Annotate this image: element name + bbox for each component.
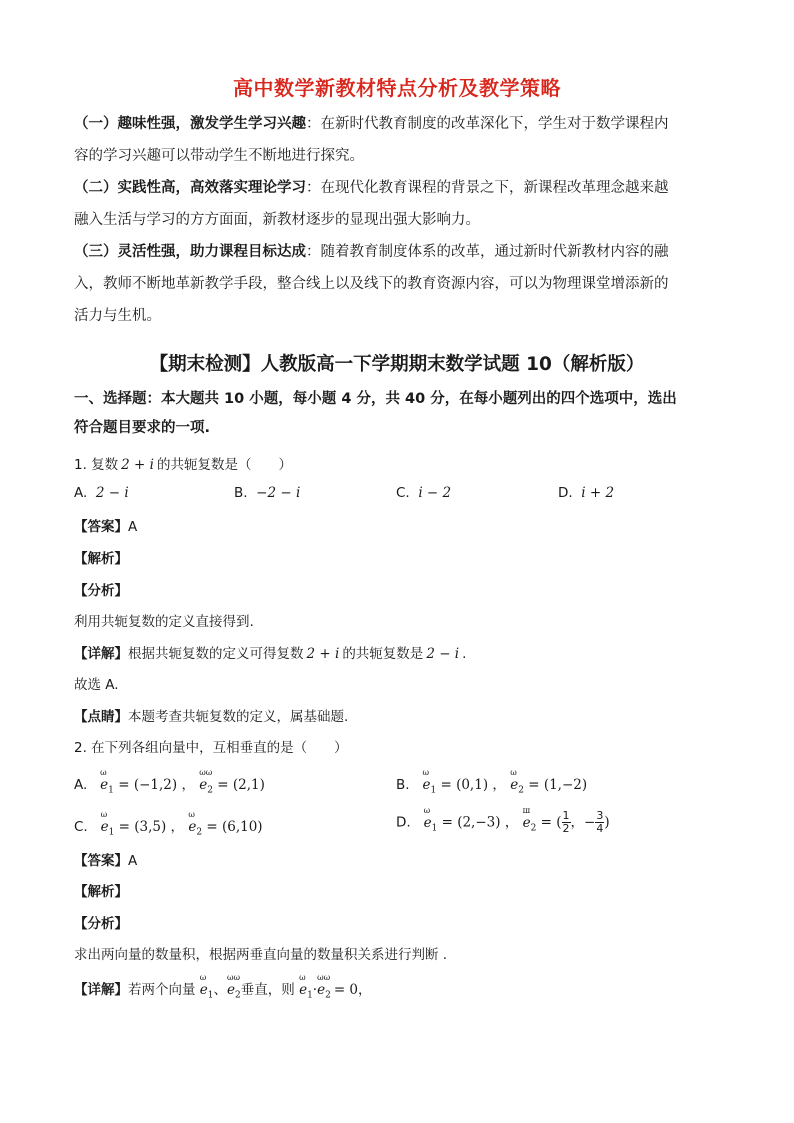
q1-stem-math: 2 + i (121, 457, 154, 473)
section-line-1: 一、选择题：本大题共 10 小题，每小题 4 分，共 40 分，在每小题列出的四个选项中，选出 (74, 391, 677, 407)
q1-stem: 1. 复数 2 + i 的共轭复数是（ ） (74, 457, 292, 473)
q2-fenxi: 求出两向量的数量积，根据两垂直向量的数量积关系进行判断 . (74, 947, 448, 963)
q2-option-c: C. ω $e_1 = (3,5)$ ， ω $e_2 = (6,10)$ (74, 810, 263, 838)
q1-choose: 故选 A. (74, 677, 119, 693)
exam-title: 【期末检测】人教版高一下学期期末数学试题 10（解析版） (149, 354, 645, 375)
page-title: 高中数学新教材特点分析及教学策略 (233, 76, 561, 100)
q1-option-a: A. 2 − i (74, 485, 129, 501)
q2-option-b: B. ω $e_1 = (0,1)$ ， ω $e_2 = (1,-2)$ (396, 768, 588, 796)
intro-text: ：随着教育制度体系的改革，通过新时代新教材内容的融 (306, 244, 669, 260)
q2-detail: 【详解】若两个向量 ω $e_1$、 ωω $e_2$垂直，则 ω $e_1\cdot$ ωω $e_2 = 0$， (74, 973, 372, 1001)
vector-e2: ωω $e_2$ (317, 973, 331, 1001)
fraction: $\frac{3}{4}$ (596, 809, 604, 835)
intro-text: 活力与生机。 (74, 308, 161, 324)
intro-lead: （一）趣味性强，激发学生学习兴趣 (74, 116, 306, 132)
vector-e2: ω $e_2$ (188, 810, 203, 838)
q1-analysis-tag: 【解析】 (74, 551, 128, 567)
intro-lead: （三）灵活性强，助力课程目标达成 (74, 244, 306, 260)
vector-e2: ωω $e_2$ (199, 768, 213, 796)
intro-lead: （二）实践性高，高效落实理论学习 (74, 180, 306, 196)
intro-text: 融入生活与学习的方方面面，新教材逐步的显现出强大影响力。 (74, 212, 480, 228)
q1-detail: 【详解】根据共轭复数的定义可得复数 2 + i 的共轭复数是 2 − i . (74, 646, 467, 662)
q1-fenxi-tag: 【分析】 (74, 583, 128, 599)
section-line-2: 符合题目要求的一项. (74, 420, 211, 436)
intro-paragraph-2 (74, 172, 724, 236)
vector-e2: ш $e_2$ (522, 805, 537, 834)
q2-analysis-tag: 【解析】 (74, 884, 128, 900)
q1-option-c: C. i − 2 (396, 485, 452, 501)
vector-e1: ω $e_1$ (423, 805, 438, 834)
vector-e1: ω $e_1$ (100, 768, 114, 796)
q2-option-d: D. ω $e_1 = (2,-3)$ ， ш $e_2$ = ( $\frac{1}{2}$ ，− $\frac{3}{4}$ ) (396, 805, 610, 835)
q2-answer: 【答案】A (74, 853, 138, 869)
intro-text: ：在现代化教育课程的背景之下，新课程改革理念越来越 (306, 180, 669, 196)
intro-paragraph-3 (74, 236, 724, 332)
q1-option-b: B. −2 − i (234, 485, 301, 501)
intro-text: 容的学习兴趣可以带动学生不断地进行探究。 (74, 148, 364, 164)
vector-e1: ω $e_1$ (299, 973, 313, 1001)
q1-option-d: D. i + 2 (558, 485, 615, 501)
q2-stem: 2. 在下列各组向量中，互相垂直的是（ ） (74, 740, 348, 756)
vector-e2: ωω $e_2$ (227, 973, 241, 1001)
q1-comment: 【点睛】本题考查共轭复数的定义，属基础题. (74, 709, 349, 725)
q1-fenxi: 利用共轭复数的定义直接得到. (74, 614, 254, 630)
vector-e1: ω $e_1$ (199, 973, 214, 1001)
q2-fenxi-tag: 【分析】 (74, 916, 128, 932)
intro-text: 入，教师不断地革新教学手段，整合线上以及线下的教育资源内容，可以为物理课堂增添新的 (74, 276, 669, 292)
section-heading (74, 385, 724, 443)
vector-e1: ω $e_1$ (100, 810, 115, 838)
intro-paragraph-1 (74, 108, 724, 172)
q1-answer: 【答案】A (74, 519, 138, 535)
intro-text: ：在新时代教育制度的改革深化下，学生对于数学课程内 (306, 116, 669, 132)
vector-e2: ω $e_2$ (510, 768, 524, 796)
q2-option-a: A. ω $e_1 = (-1,2)$ ， ωω $e_2 = (2,1)$ (74, 768, 265, 796)
fraction: $\frac{1}{2}$ (562, 809, 570, 835)
vector-e1: ω $e_1$ (422, 768, 437, 796)
